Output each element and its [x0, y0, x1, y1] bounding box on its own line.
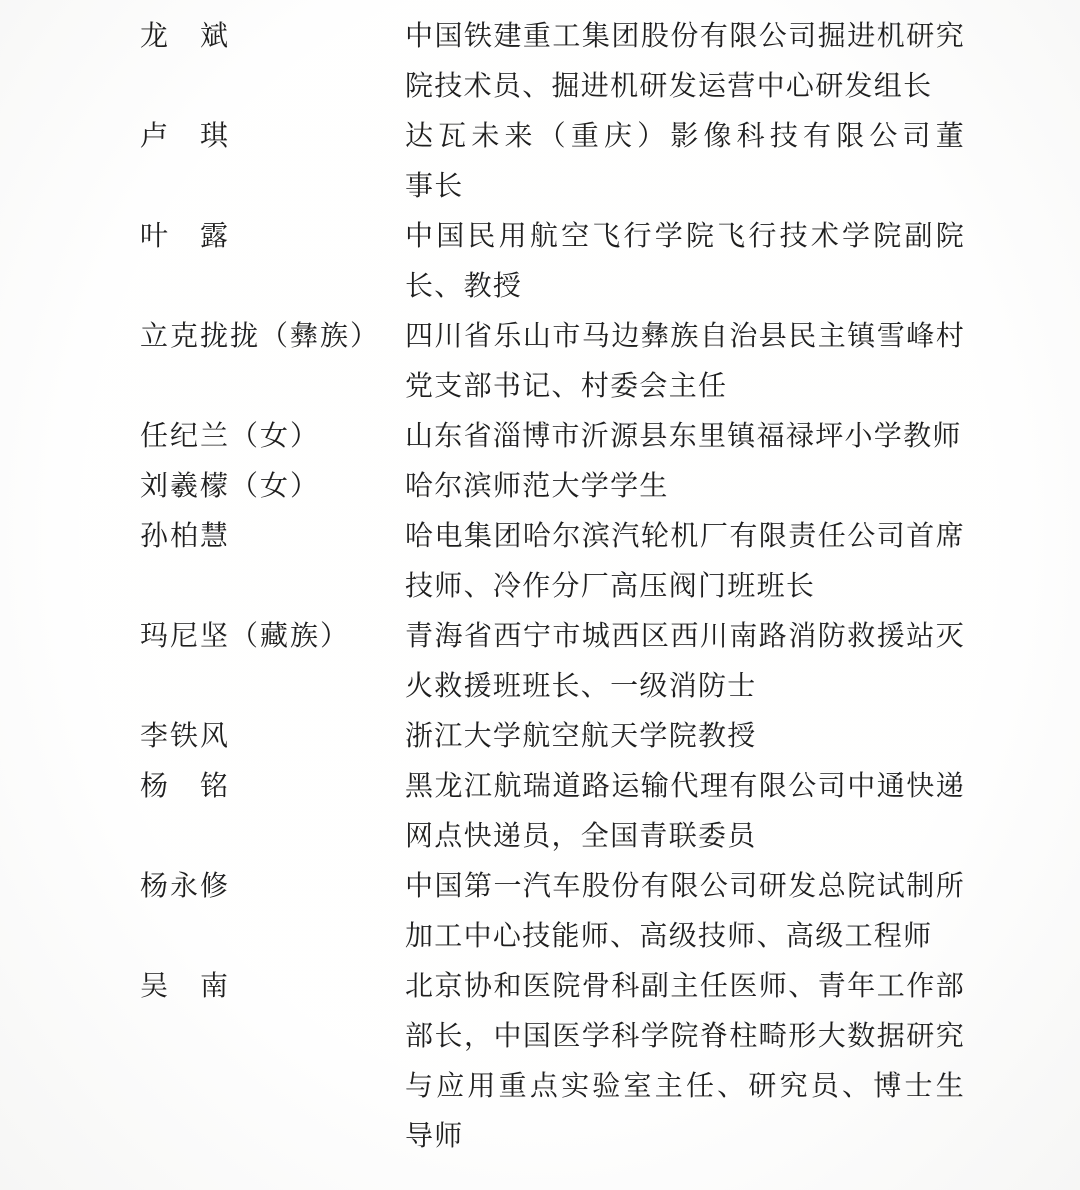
- recipient-name: 任纪兰（女）: [140, 421, 321, 452]
- recipient-title-line: 达瓦未来（重庆）影像科技有限公司董: [405, 121, 965, 152]
- recipient-name: 叶 露: [140, 221, 231, 252]
- list-item: [140, 12, 965, 112]
- recipient-title-line: 部长，中国医学科学院脊柱畸形大数据研究: [405, 1021, 965, 1052]
- recipient-name: 刘羲檬（女）: [140, 471, 321, 502]
- recipient-title-line: 哈电集团哈尔滨汽轮机厂有限责任公司首席: [405, 521, 965, 552]
- recipient-title-line: 导师: [405, 1121, 464, 1152]
- recipient-title: [405, 512, 965, 612]
- list-item: [140, 762, 965, 862]
- recipient-title-line: 浙江大学航空航天学院教授: [405, 721, 757, 752]
- recipient-name: 孙柏慧: [140, 521, 231, 552]
- recipient-title: [405, 412, 965, 462]
- recipient-title-line: 党支部书记、村委会主任: [405, 371, 728, 402]
- recipient-title-line: 中国民用航空飞行学院飞行技术学院副院: [405, 221, 965, 252]
- recipient-title-line: 技师、冷作分厂高压阀门班班长: [405, 571, 816, 602]
- recipient-name: 杨 铭: [140, 771, 231, 802]
- recipient-title-line: 中国铁建重工集团股份有限公司掘进机研究: [405, 21, 965, 52]
- recipient-title-line: 网点快递员，全国青联委员: [405, 821, 757, 852]
- recipient-name: 吴 南: [140, 971, 231, 1002]
- recipient-title-line: 加工中心技能师、高级技师、高级工程师: [405, 921, 933, 952]
- recipient-title: [405, 762, 965, 862]
- list-item: [140, 862, 965, 962]
- list-item: [140, 612, 965, 712]
- recipient-title-line: 与应用重点实验室主任、研究员、博士生: [405, 1071, 965, 1102]
- recipient-title-line: 院技术员、掘进机研发运营中心研发组长: [405, 71, 933, 102]
- recipient-title-line: 哈尔滨师范大学学生: [405, 471, 669, 502]
- recipient-title-line: 青海省西宁市城西区西川南路消防救援站灭: [405, 621, 965, 652]
- recipient-title: [405, 612, 965, 712]
- recipient-title-line: 四川省乐山市马边彝族自治县民主镇雪峰村: [405, 321, 965, 352]
- recipient-title-line: 中国第一汽车股份有限公司研发总院试制所: [405, 871, 965, 902]
- recipient-title-line: 火救援班班长、一级消防士: [405, 671, 757, 702]
- recipient-title: [405, 112, 965, 212]
- recipient-name: 李铁风: [140, 721, 231, 752]
- recipient-title-line: 长、教授: [405, 271, 523, 302]
- list-item: [140, 512, 965, 612]
- recipient-title: [405, 462, 965, 512]
- recipient-title-line: 山东省淄博市沂源县东里镇福禄坪小学教师: [405, 421, 962, 452]
- recipient-title: [405, 962, 965, 1162]
- recipient-title: [405, 212, 965, 312]
- recipient-list: [140, 12, 965, 1162]
- recipient-title: [405, 12, 965, 112]
- recipient-name: 立克拢拢（彝族）: [140, 321, 381, 352]
- list-item: [140, 412, 965, 462]
- recipient-name: 杨永修: [140, 871, 231, 902]
- list-item: [140, 112, 965, 212]
- recipient-title-line: 黑龙江航瑞道路运输代理有限公司中通快递: [405, 771, 965, 802]
- recipient-name: 卢 琪: [140, 121, 231, 152]
- recipient-name: 龙 斌: [140, 21, 231, 52]
- recipient-title: [405, 712, 965, 762]
- list-item: [140, 962, 965, 1162]
- list-item: [140, 212, 965, 312]
- recipient-title: [405, 862, 965, 962]
- recipient-title: [405, 312, 965, 412]
- list-item: [140, 312, 965, 412]
- recipient-title-line: 北京协和医院骨科副主任医师、青年工作部: [405, 971, 965, 1002]
- list-item: [140, 712, 965, 762]
- recipient-name: 玛尼坚（藏族）: [140, 621, 351, 652]
- list-item: [140, 462, 965, 512]
- recipient-title-line: 事长: [405, 171, 464, 202]
